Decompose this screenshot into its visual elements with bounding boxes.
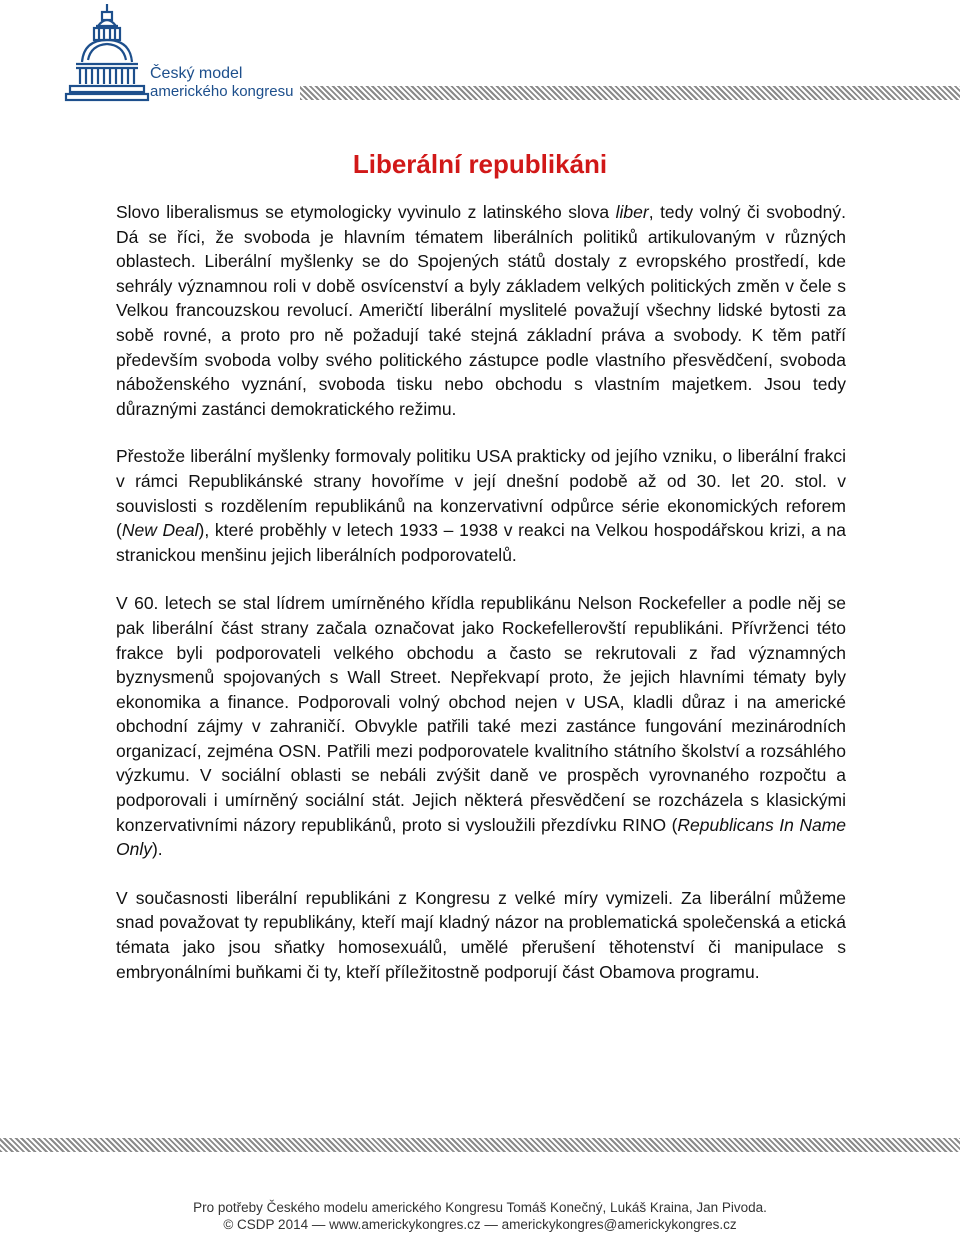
footer-hatch-band: [0, 1138, 960, 1152]
paragraph-2-text-a: Přestože liberální myšlenky formovaly politiku USA prakticky od jejího vzniku, o liberální frakci v rámci Republikánské strany hovoříme v její dnešní podobě až od 30. let 20. stol. v souvislosti s rozdělením republikánů na konzervativní odpůrce série ekonomických reforem (: [116, 446, 846, 541]
paragraph-4: V současnosti liberální republikáni z Kongresu z velké míry vymizeli. Za liberální můžeme snad považovat ty republikány, kteří mají kladný názor na problematická společenská a etická témata jako jsou sňatky homosexuálů, umělé přerušení těhotenství či manipulace s embryonálními buňkami či ty, kteří příležitostně podporují část Obamova programu.: [116, 887, 846, 982]
paragraph-3-text-b: ).: [151, 839, 163, 860]
capitol-dome-icon: [64, 2, 150, 104]
paragraph-3-italic-term: Republicans In Name Only: [116, 814, 847, 860]
page-footer: [0, 1199, 960, 1233]
document-body: [116, 200, 846, 1008]
paragraph-3: [116, 591, 846, 862]
logo-line-2: amerického kongresu: [150, 83, 294, 100]
paragraph-3-text-a: V 60. letech se stal lídrem umírněného křídla republikánu Nelson Rockefeller a podle něj se pak liberální část strany začala označovat jako Rockefellerovští republikáni. Přívrženci této frakce byli podporovateli velkého obchodu a často se rekrutovali z řad významných byznysmenů spojovaných s Wall Street. Nepřekvapí proto, že jejich hlavními tématy byly ekonomika a finance. Podporovali volný obchod nejen v USA, kladli důraz i na americké obchodní zájmy v zahraničí. Obvykle patřili také mezi zastánce fungování mezinárodních organizací, zejména OSN. Patřili mezi podporovatele kvalitního státního školství a rozsáhlého výzkumu. V sociální oblasti se nebáli zvýšit daně ve prospěch vyrovnaného rozpočtu a podporovali i umírněný sociální stát. Jejich některá přesvědčení se rozcházela s klasickými konzervativními názory republikánů, proto si vysloužili přezdívku RINO (: [116, 593, 846, 835]
paragraph-1: [116, 200, 846, 421]
header-hatch-band: [300, 86, 960, 100]
logo-line-1: Český model: [150, 65, 243, 82]
paragraph-2-italic-term: New Deal: [121, 520, 199, 541]
logo-text: [150, 64, 293, 101]
paragraph-1-text-b: , tedy volný či svobodný. Dá se říci, že svoboda je hlavním tématem liberálních politiků artikulovaným v různých oblastech. Liberální myšlenky se do Spojených států dostaly z evropského prostředí, kde sehrály významnou roli v době osvícenství a byly základem velkých politických změn v čele s Velkou francouzskou revolucí. Američtí liberální myslitelé považují všechny lidské bytosti za sobě rovné, a proto pro ně požadují také stejná základní práva a svobody. K těm patří především svoboda volby svého politického zástupce podle vlastního přesvědčení, svoboda náboženského vyznání, svoboda tisku nebo obchodu s vlastním majetkem. Jsou tedy důraznými zastánci demokratického režimu.: [116, 202, 846, 419]
footer-authors: Pro potřeby Českého modelu amerického Kongresu Tomáš Konečný, Lukáš Kraina, Jan Pivoda.: [193, 1200, 767, 1215]
document-title: Liberální republikáni: [352, 149, 608, 179]
paragraph-1-text-a: Slovo liberalismus se etymologicky vyvinulo z latinského slova: [116, 202, 616, 222]
paragraph-1-italic-term: liber: [615, 202, 649, 222]
page-header: [0, 0, 960, 110]
paragraph-2-text-b: ), které proběhly v letech 1933 – 1938 v reakci na Velkou hospodářskou krizi, a na stranickou menšinu jejich liberálních podporovatelů.: [116, 520, 846, 565]
paragraph-2: [116, 444, 846, 567]
footer-contact: © CSDP 2014 — www.americkykongres.cz — americkykongres@americkykongres.cz: [223, 1217, 737, 1232]
